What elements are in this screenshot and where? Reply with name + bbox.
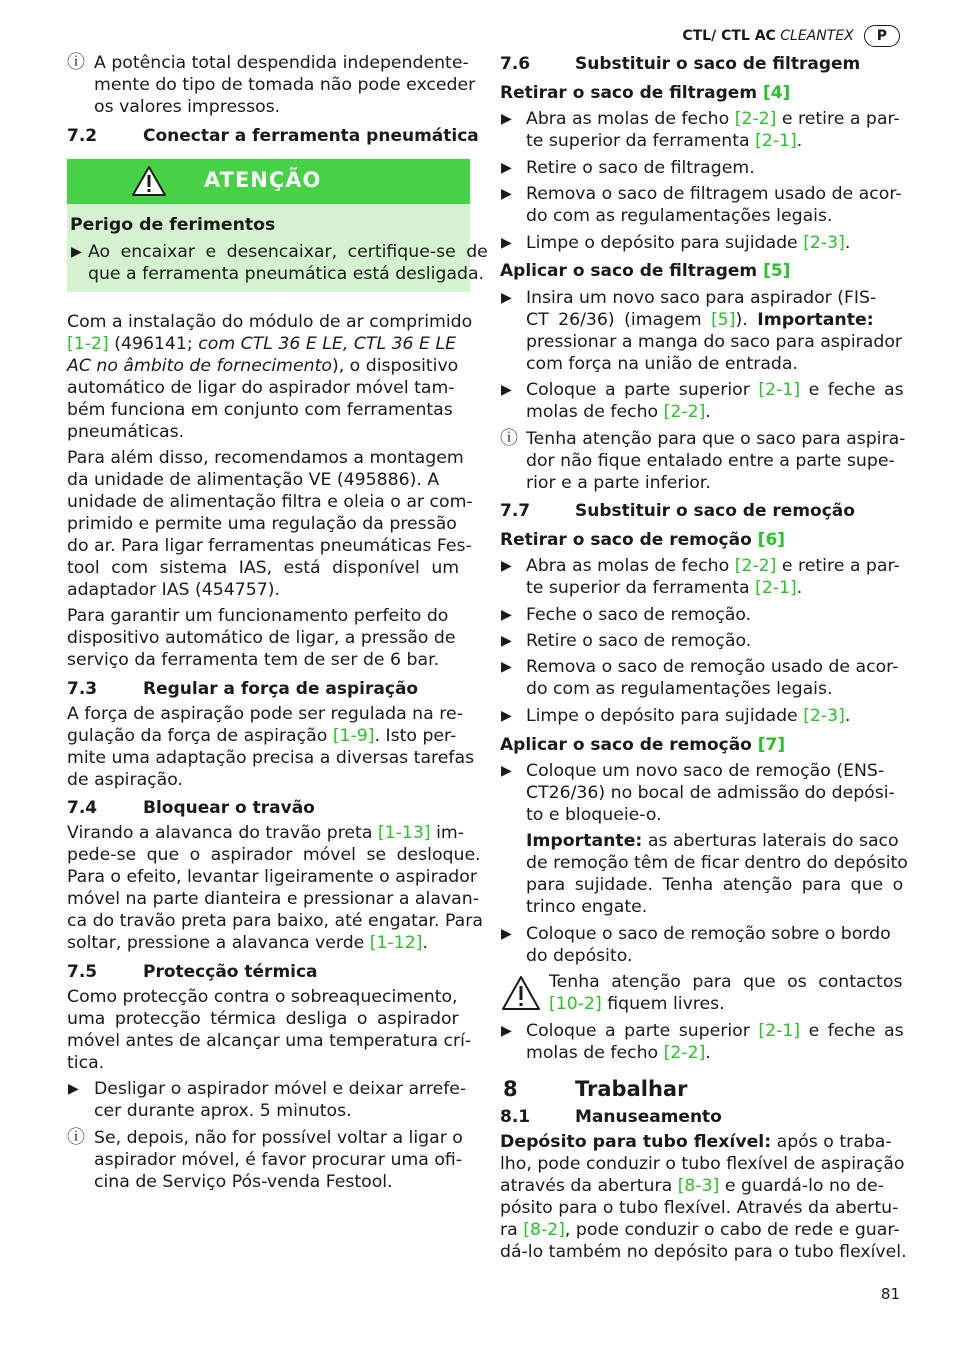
text: as aberturas laterais do saco: [642, 831, 899, 851]
text: .: [705, 1043, 711, 1063]
para-line: Para o efeito, levantar ligeiramente o aspirador: [67, 867, 477, 887]
bullet-line: trinco engate.: [526, 897, 648, 917]
figure-ref: [10-2]: [549, 994, 602, 1014]
text: gulação da força de aspiração: [67, 726, 333, 746]
text: Coloque a parte superior: [526, 1021, 759, 1041]
bullet-line: do com as regulamentações legais.: [526, 679, 833, 699]
bullet-line: Desligar o aspirador móvel e deixar arrefe-: [94, 1079, 467, 1099]
figure-ref: [2-2]: [663, 402, 706, 422]
text: ).: [735, 310, 758, 330]
text: .: [796, 578, 803, 598]
text: . Isto per-: [374, 726, 457, 746]
para-line: A força de aspiração pode ser regulada na re-: [67, 704, 463, 724]
warning-line: Tenha atenção para que os contactos: [549, 972, 903, 992]
bullet-arrow-icon: ▶: [501, 926, 512, 942]
bullet-arrow-icon: ▶: [501, 290, 512, 306]
bullet-line: Insira um novo saco para aspirador (FIS-: [526, 288, 877, 308]
text: .: [844, 706, 851, 726]
section-title: Bloquear o travão: [143, 798, 315, 818]
para-line: [500, 1219, 900, 1241]
para-line: Com a instalação do módulo de ar comprimido: [67, 312, 473, 332]
text: Importante:: [526, 831, 643, 851]
subheading: [500, 734, 785, 756]
text: molas de fecho: [526, 1043, 664, 1063]
para-line: móvel na parte dianteira e pressionar a alavan-: [67, 889, 479, 909]
figure-ref: [8-3]: [677, 1176, 720, 1196]
header-model: CTL/ CTL AC: [682, 28, 776, 44]
text: Limpe o depósito para sujidade: [526, 706, 804, 726]
para-line: bém funciona em conjunto com ferramentas: [67, 400, 453, 420]
subheading: [500, 260, 790, 282]
bullet-line: [526, 309, 874, 331]
text: com CTL 36 E LE, CTL 36 E LE: [198, 334, 457, 354]
bullet-line: [526, 379, 904, 401]
text: soltar, pressione a alavanca verde: [67, 933, 370, 953]
bullet-line: pressionar a manga do saco para aspirador: [526, 332, 903, 352]
text: Retirar o saco de filtragem: [500, 83, 763, 103]
figure-ref: [2-3]: [803, 706, 845, 726]
text: ra: [500, 1220, 524, 1240]
bullet-line: [526, 705, 850, 727]
note-line: A potência total despendida independente-: [94, 53, 469, 73]
para-line: unidade de alimentação filtra e oleia o ar com-: [67, 492, 473, 512]
figure-ref: [4]: [762, 83, 791, 103]
bullet-line: [526, 130, 802, 152]
para-line: [67, 725, 456, 747]
bullet-arrow-icon: ▶: [501, 558, 512, 574]
text: AC no âmbito de fornecimento: [67, 356, 332, 376]
para-line: pósito para o tubo flexível. Através da abertu-: [500, 1198, 899, 1218]
text: Importante:: [757, 310, 874, 330]
text: te superior da ferramenta: [526, 578, 756, 598]
text: e feche as: [800, 380, 904, 400]
para-line: primido e permite uma regulação da pressão: [67, 514, 457, 534]
para-line: [500, 1175, 884, 1197]
section-title: Manuseamento: [575, 1107, 722, 1127]
warning-label: ATENÇÃO: [204, 168, 322, 192]
note-line: mente do tipo de tomada não pode exceder: [94, 75, 476, 95]
para-line: Para garantir um funcionamento perfeito do: [67, 606, 449, 626]
bullet-arrow-icon: ▶: [68, 1081, 79, 1097]
figure-ref: [1-9]: [332, 726, 375, 746]
bullet-arrow-icon: ▶: [501, 659, 512, 675]
para-line: Como protecção contra o sobreaquecimento,: [67, 987, 458, 1007]
para-line: [67, 932, 428, 954]
para-line: Para além disso, recomendamos a montagem: [67, 448, 464, 468]
bullet-line: CT26/36) no bocal de admissão do depósi-: [526, 783, 895, 803]
text: Abra as molas de fecho: [526, 556, 735, 576]
text: e retire a par-: [776, 109, 900, 129]
bullet-line: [526, 555, 900, 577]
bullet-line: [526, 1042, 711, 1064]
subheading: [500, 529, 785, 551]
para-line: lho, pode conduzir o tubo flexível de aspiração: [500, 1154, 905, 1174]
subheading: [500, 82, 790, 104]
section-title: Conectar a ferramenta pneumática: [143, 126, 479, 146]
text: e feche as: [800, 1021, 904, 1041]
bullet-line: do com as regulamentações legais.: [526, 206, 833, 226]
figure-ref: [2-2]: [734, 556, 777, 576]
text: te superior da ferramenta: [526, 131, 756, 151]
warning-bar: [67, 159, 470, 204]
bullet-arrow-icon: ▶: [501, 708, 512, 724]
bullet-arrow-icon: ▶: [501, 633, 512, 649]
para-line: adaptador IAS (454757).: [67, 580, 280, 600]
header-brand: CLEANTEX: [780, 28, 854, 44]
bullet-line: Remova o saco de filtragem usado de acor-: [526, 184, 902, 204]
info-icon: ⓘ: [67, 52, 85, 73]
para-line: da unidade de alimentação VE (495886). A: [67, 470, 440, 490]
para-line: [500, 1131, 892, 1153]
bullet-line: Coloque o saco de remoção sobre o bordo: [526, 924, 891, 944]
para-line: ca do travão preta para baixo, até engatar. Para: [67, 911, 483, 931]
bullet-arrow-icon: ▶: [501, 235, 512, 251]
text: e retire a par-: [776, 556, 900, 576]
bullet-line: de remoção têm de ficar dentro do depósito: [526, 853, 908, 873]
warning-subtitle: Perigo de ferimentos: [70, 215, 276, 235]
para-line: serviço da ferramenta tem de ser de 6 bar.: [67, 650, 440, 670]
figure-ref: [5]: [763, 261, 791, 281]
figure-ref: [2-2]: [663, 1043, 706, 1063]
bullet-line: para sujidade. Tenha atenção para que o: [526, 875, 904, 895]
figure-ref: [1-13]: [377, 823, 431, 843]
para-line: dispositivo automático de ligar, a pressão de: [67, 628, 456, 648]
note-line: Se, depois, não for possível voltar a ligar o: [94, 1128, 463, 1148]
text: .: [844, 233, 851, 253]
note-line: aspirador móvel, é favor procurar uma ofi-: [94, 1150, 463, 1170]
para-line: do ar. Para ligar ferramentas pneumáticas Fes-: [67, 536, 472, 556]
bullet-line: [526, 577, 802, 599]
text: .: [796, 131, 803, 151]
section-number: 7.3: [67, 679, 98, 699]
bullet-line: Retire o saco de filtragem.: [526, 158, 755, 178]
note-line: dor não fique entalado entre a parte supe-: [526, 451, 895, 471]
para-line: [67, 355, 458, 377]
text: após o traba-: [771, 1132, 892, 1152]
page-number: 81: [880, 1285, 900, 1303]
bullet-line: [526, 232, 850, 254]
figure-ref: [2-3]: [803, 233, 845, 253]
warning-box: [67, 159, 488, 292]
info-icon: ⓘ: [500, 428, 518, 449]
figure-ref: [2-1]: [755, 578, 797, 598]
para-line: móvel antes de alcançar uma temperatura crí-: [67, 1031, 472, 1051]
section-number: 7.5: [67, 962, 98, 982]
text: ), o dispositivo: [331, 356, 459, 376]
bullet-line: [526, 401, 711, 423]
bullet-arrow-icon: ▶: [501, 382, 512, 398]
bullet-arrow-icon: ▶: [71, 244, 82, 260]
page-header: [682, 24, 900, 48]
para-line: [67, 822, 464, 844]
section-number: 7.2: [67, 126, 98, 146]
figure-ref: [5]: [711, 310, 736, 330]
warning-triangle-icon: [501, 975, 541, 1011]
para-line: mite uma adaptação precisa a diversas tarefas: [67, 748, 475, 768]
section-number: 7.7: [500, 501, 531, 521]
figure-ref: [7]: [757, 735, 786, 755]
figure-ref: [2-1]: [758, 1021, 801, 1041]
bullet-line: [526, 1020, 904, 1042]
warning-triangle-icon: [131, 165, 167, 197]
text: (496141;: [108, 334, 199, 354]
text: molas de fecho: [526, 402, 664, 422]
text: fiquem livres.: [601, 994, 725, 1014]
figure-ref: [8-2]: [523, 1220, 565, 1240]
bullet-line: Remova o saco de remoção usado de acor-: [526, 657, 899, 677]
text: , pode conduzir o cabo de rede e guar-: [564, 1220, 900, 1240]
para-line: tool com sistema IAS, está disponível um: [67, 558, 460, 578]
section-title: Substituir o saco de filtragem: [575, 54, 861, 74]
bullet-line: cer durante aprox. 5 minutos.: [94, 1101, 352, 1121]
bullet-line: Retire o saco de remoção.: [526, 631, 752, 651]
bullet-line: [526, 108, 900, 130]
section-number: 7.6: [500, 54, 531, 74]
bullet-arrow-icon: ▶: [501, 160, 512, 176]
warning-line: [549, 993, 725, 1015]
bullet-arrow-icon: ▶: [501, 111, 512, 127]
section-number: 7.4: [67, 798, 98, 818]
para-line: automático de ligar do aspirador móvel tam-: [67, 378, 455, 398]
text: CT 26/36) (imagem: [526, 310, 712, 330]
bullet-line: Feche o saco de remoção.: [526, 605, 752, 625]
bullet-line: com força na união de entrada.: [526, 354, 798, 374]
text: Aplicar o saco de remoção: [500, 735, 758, 755]
bullet-arrow-icon: ▶: [501, 1023, 512, 1039]
text: .: [705, 402, 711, 422]
figure-ref: [6]: [757, 530, 786, 550]
para-line: de aspiração.: [67, 770, 184, 790]
text: Virando a alavanca do travão preta: [67, 823, 378, 843]
text: através da abertura: [500, 1176, 678, 1196]
para-line: [67, 333, 456, 355]
figure-ref: [1-2]: [67, 334, 109, 354]
warning-text-line: que a ferramenta pneumática está desligada.: [88, 264, 485, 284]
text: Abra as molas de fecho: [526, 109, 735, 129]
para-line: pneumáticas.: [67, 422, 185, 442]
bullet-line: Coloque um novo saco de remoção (ENS-: [526, 761, 885, 781]
text: Coloque a parte superior: [526, 380, 759, 400]
section-number: 8.1: [500, 1107, 531, 1127]
bullet-arrow-icon: ▶: [501, 607, 512, 623]
figure-ref: [2-1]: [755, 131, 797, 151]
figure-ref: [2-1]: [758, 380, 801, 400]
chapter-title: Trabalhar: [575, 1077, 688, 1101]
bullet-line: [526, 830, 899, 852]
text: Depósito para tubo flexível:: [500, 1132, 772, 1152]
para-line: uma protecção térmica desliga o aspirador: [67, 1009, 459, 1029]
note-line: cina de Serviço Pós-venda Festool.: [94, 1172, 393, 1192]
bullet-arrow-icon: ▶: [501, 186, 512, 202]
para-line: tica.: [67, 1053, 105, 1073]
info-icon: ⓘ: [67, 1127, 85, 1148]
para-line: dá-lo também no depósito para o tubo flexível.: [500, 1242, 907, 1262]
bullet-line: to e bloqueie-o.: [526, 805, 662, 825]
bullet-line: do depósito.: [526, 946, 633, 966]
note-line: Tenha atenção para que o saco para aspira-: [526, 429, 906, 449]
text: Aplicar o saco de filtragem: [500, 261, 764, 281]
figure-ref: [2-2]: [734, 109, 777, 129]
para-line: pede-se que o aspirador móvel se desloque.: [67, 845, 481, 865]
chapter-number: 8: [503, 1077, 518, 1101]
section-title: Protecção térmica: [143, 962, 318, 982]
language-badge: P: [864, 25, 900, 47]
text: .: [422, 933, 429, 953]
section-title: Regular a força de aspiração: [143, 679, 419, 699]
warning-text-line: Ao encaixar e desencaixar, certifique-se de: [88, 242, 488, 262]
text: e guardá-lo no de-: [719, 1176, 884, 1196]
text: Limpe o depósito para sujidade: [526, 233, 804, 253]
figure-ref: [1-12]: [369, 933, 423, 953]
section-title: Substituir o saco de remoção: [575, 501, 855, 521]
note-line: os valores impressos.: [94, 97, 281, 117]
note-line: rior e a parte inferior.: [526, 473, 711, 493]
text: im-: [430, 823, 465, 843]
bullet-arrow-icon: ▶: [501, 763, 512, 779]
text: Retirar o saco de remoção: [500, 530, 758, 550]
